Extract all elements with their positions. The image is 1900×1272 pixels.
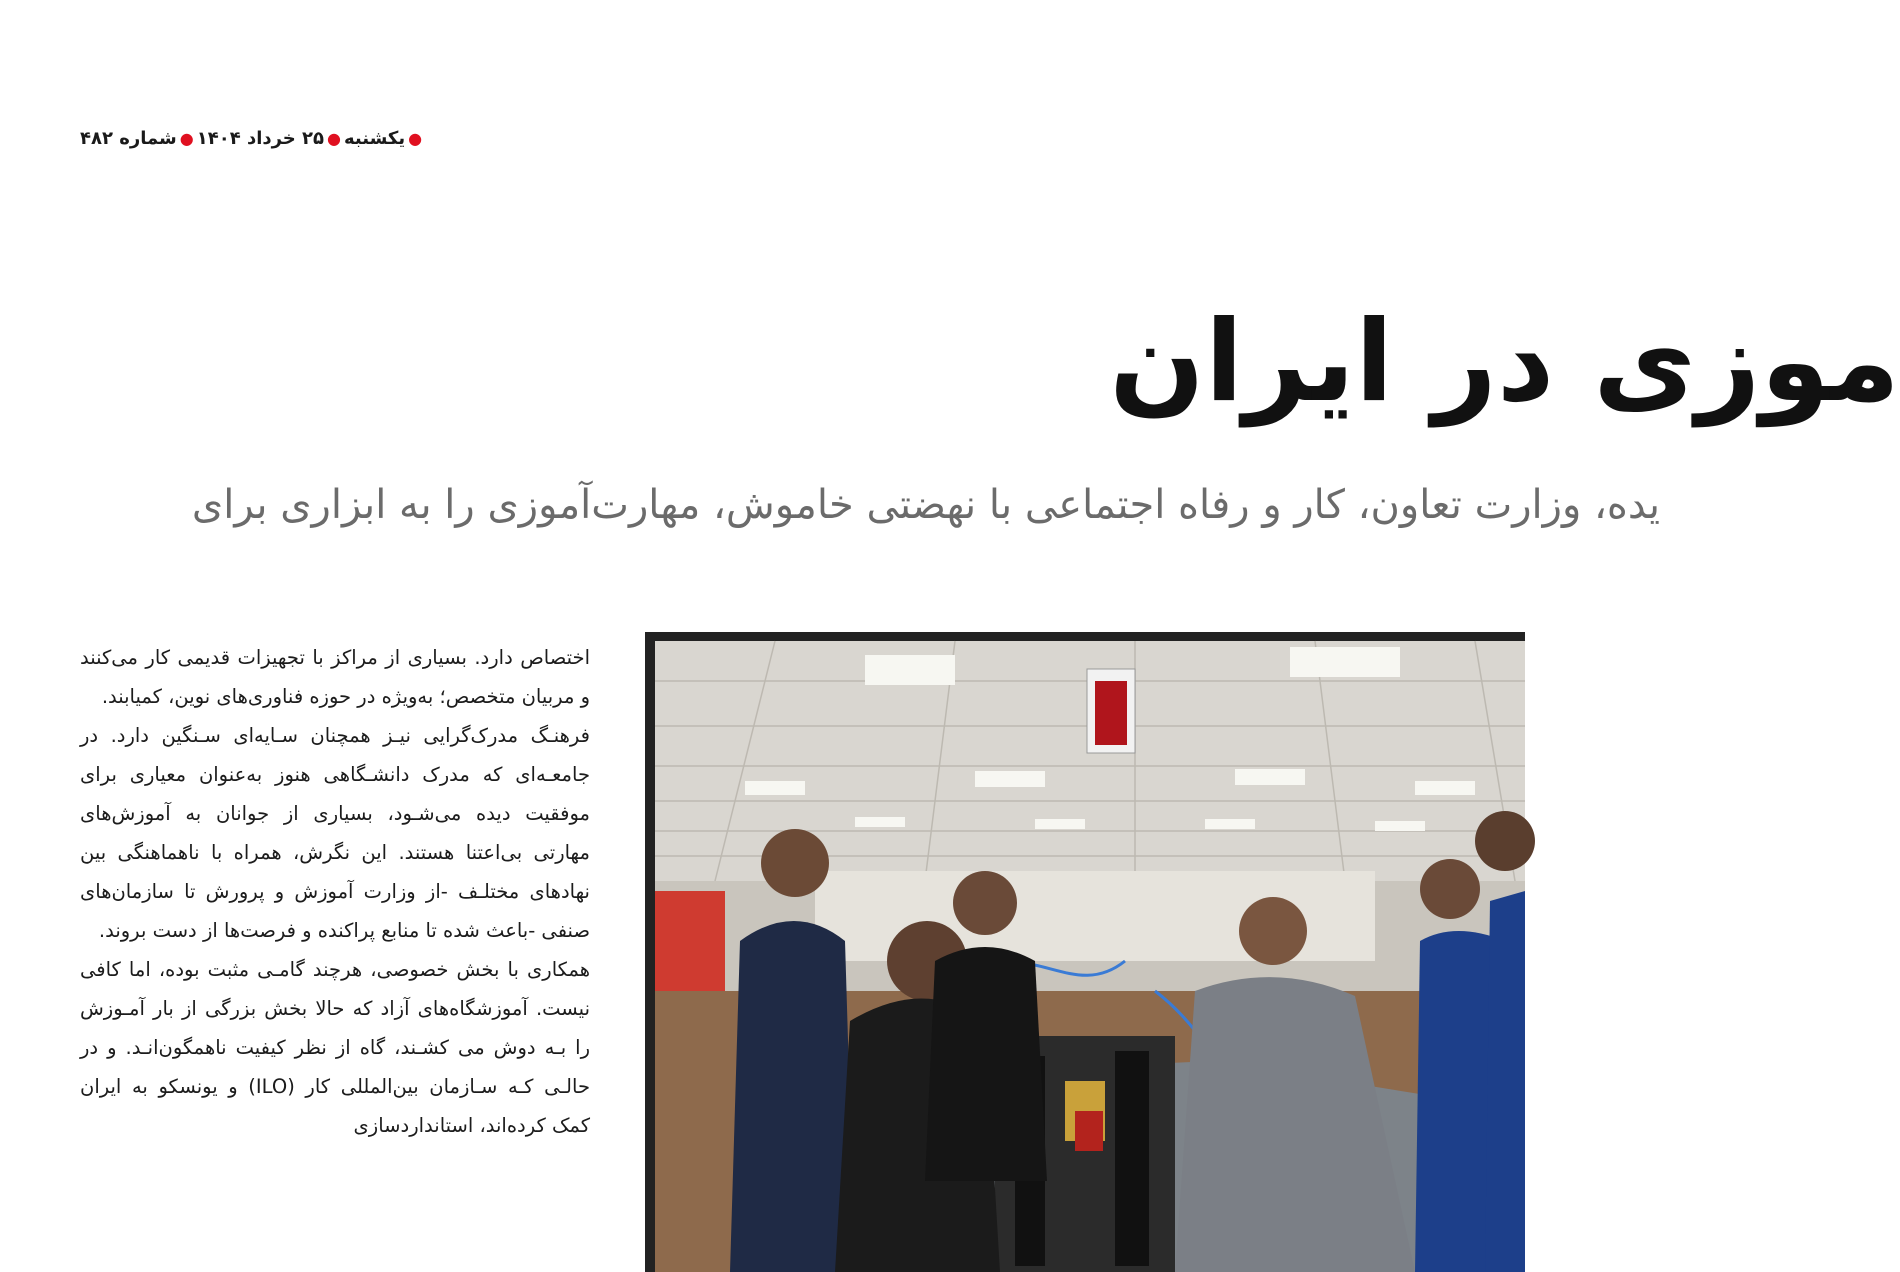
dateline bbox=[80, 128, 432, 149]
dateline-date: ۲۵ خرداد ۱۴۰۴ bbox=[196, 128, 325, 149]
article-subtitle: یده، وزارت تعاون، کار و رفاه اجتماعی با نهضتی خاموش، مهارت‌آموزی را به ابزاری برای bbox=[191, 482, 1660, 528]
body-paragraph: همکاری با بخش خصوصی، هرچند گامـی مثبت بوده، اما کافی نیست. آموزشگاه‌های آزاد که حالا بخش بزرگی از بار آمـوزش را بـه دوش می‌ کشـند، گاه از نظر کیفیت ناهمگون‌انـد. و در حالـی کـه سـازمان بین‌المللی کار (ILO) و یونسکو به ایران کمک کرده‌اند، استانداردسازی bbox=[80, 958, 590, 1137]
article-headline: موزی در ایران bbox=[1109, 297, 1900, 427]
bullet-dot-icon: ● bbox=[179, 129, 194, 148]
article-photo bbox=[645, 632, 1525, 1272]
body-paragraph: فرهنـگ مدرک‌گرایی نیـز همچنان سـایه‌ای سـنگین دارد. در جامعـه‌ای که مدرک دانشـگاهی هنوز به‌عنوان معیاری برای موفقیت دیده می‌شـود، بسیاری از جوانان به آموزش‌های مهارتی بی‌اعتنا هستند. این نگرش، همراه با ناهماهنگی بین نهادهای مختلـف -از وزارت آموزش و پرورش تا سازمان‌های صنفی -باعث شده تا منابع پراکنده و فرصت‌ها از دست بروند. bbox=[80, 724, 590, 942]
dateline-issue: شماره ۴۸۲ bbox=[80, 128, 177, 149]
body-paragraph: اختصاص دارد. بسیاری از مراکز با تجهیزات قدیمی کار می‌کنند و مربیان متخصص؛ به‌ویژه در حوزه فناوری‌های نوین، کمیابند. bbox=[80, 646, 590, 708]
bullet-dot-icon: ● bbox=[408, 129, 423, 148]
workshop-photo-illustration bbox=[655, 641, 1525, 1272]
bullet-dot-icon: ● bbox=[327, 129, 341, 148]
article-body bbox=[80, 638, 590, 1145]
dateline-day: یکشنبه bbox=[344, 128, 406, 149]
